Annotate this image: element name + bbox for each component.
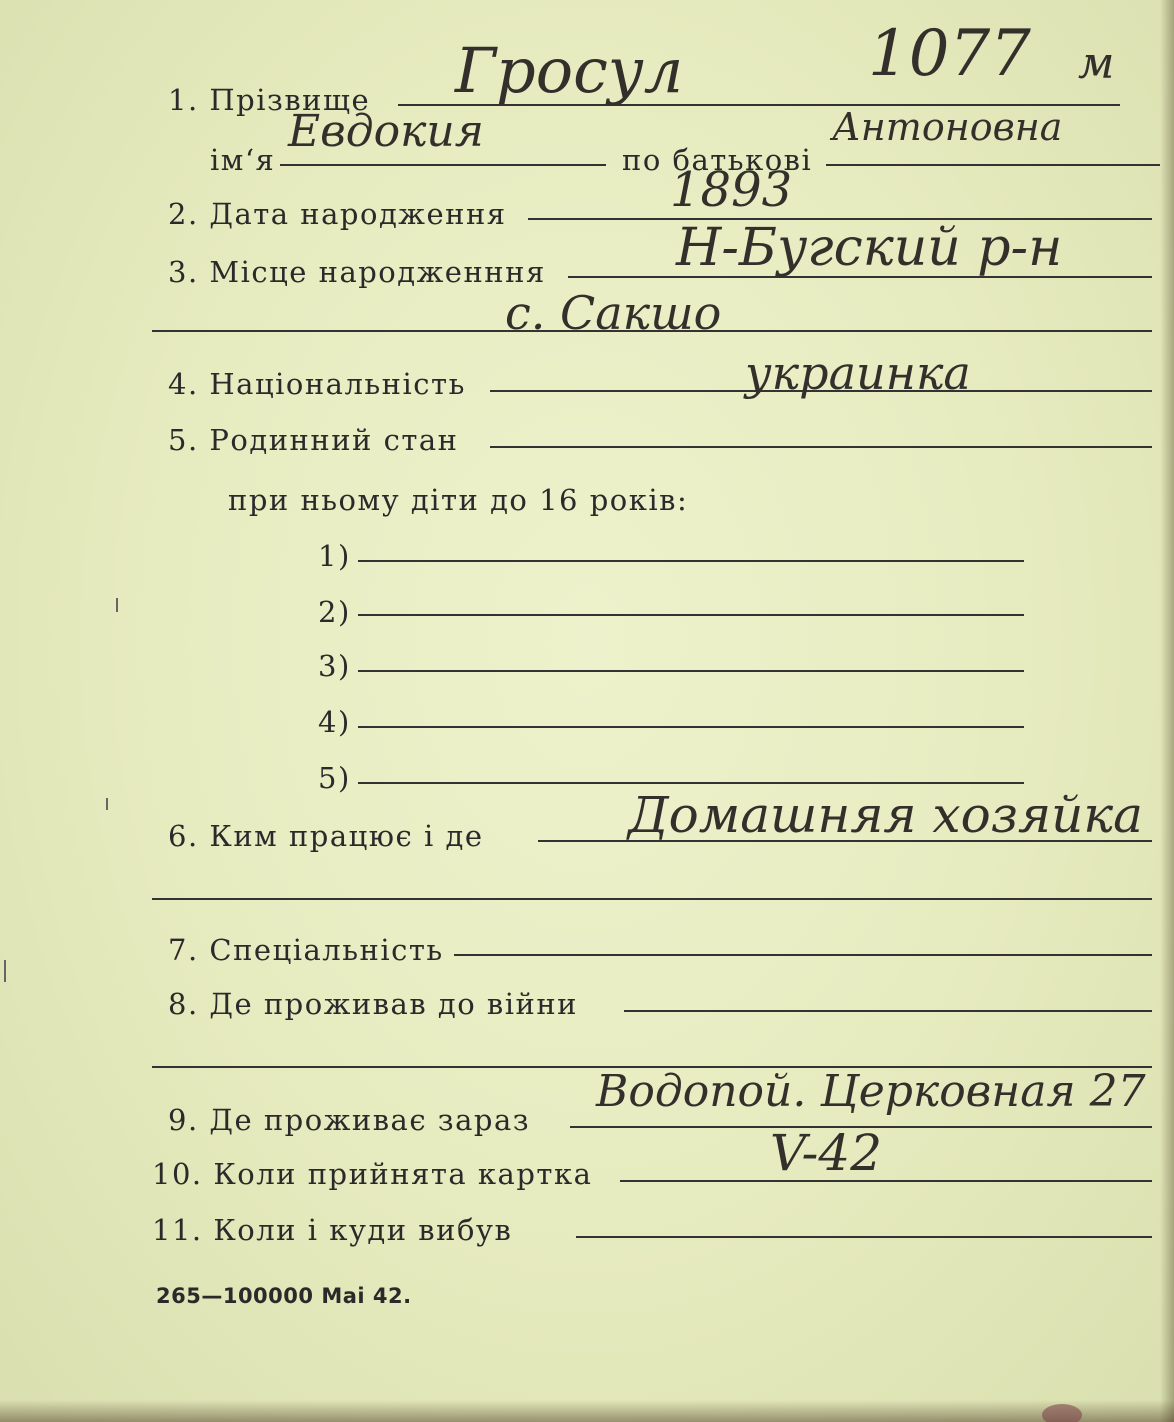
child-1-label: 1) <box>318 539 351 573</box>
name-line <box>280 164 606 166</box>
departed-line <box>576 1236 1152 1238</box>
ink-stain <box>1042 1404 1082 1422</box>
birth-date-label: 2. Дата народження <box>168 197 507 231</box>
card-number-handwritten: 1077 <box>868 17 1031 91</box>
name-handwritten: Евдокия <box>288 106 484 157</box>
specialty-line <box>454 954 1152 956</box>
child-2-label: 2) <box>318 595 351 629</box>
card-bottom-shadow <box>0 1400 1174 1422</box>
birth-year-handwritten: 1893 <box>670 162 793 218</box>
child-3-line <box>358 670 1024 672</box>
paper-mark <box>4 960 6 982</box>
prewar-residence-label: 8. Де проживав до війни <box>168 987 578 1021</box>
child-4-line <box>358 726 1024 728</box>
child-2-line <box>358 614 1024 616</box>
current-residence-handwritten: Водопой. Церковная 27 <box>596 1066 1146 1117</box>
patronymic-line <box>826 164 1160 166</box>
departed-label: 11. Коли і куди вибув <box>152 1213 513 1247</box>
paper-mark <box>116 598 118 612</box>
surname-handwritten: Гросул <box>455 34 684 107</box>
surname-label: 1. Прізвище <box>168 83 371 117</box>
child-5-line <box>358 782 1024 784</box>
card-suffix-handwritten: м <box>1078 38 1115 89</box>
card-date-label: 10. Коли прийнята картка <box>152 1157 593 1191</box>
birth-place-label: 3. Місце народженння <box>168 255 546 289</box>
birth-place-handwritten-1: Н-Бугский р-н <box>676 218 1063 278</box>
patronymic-label: по батькові <box>622 143 813 177</box>
children-label: при ньому діти до 16 років: <box>228 483 689 517</box>
child-5-label: 5) <box>318 761 351 795</box>
child-1-line <box>358 560 1024 562</box>
birth-place-handwritten-2: с. Сакшо <box>505 286 722 340</box>
prewar-residence-line <box>624 1010 1152 1012</box>
patronymic-handwritten: Антоновна <box>832 105 1063 149</box>
specialty-label: 7. Спеціальність <box>168 933 444 967</box>
name-label: ім‘я <box>210 143 276 177</box>
current-residence-label: 9. Де проживає зараз <box>168 1103 531 1137</box>
card-edge-shadow <box>1160 0 1174 1422</box>
marital-status-line <box>490 446 1152 448</box>
card-date-handwritten: V-42 <box>770 1124 883 1182</box>
work-line-2 <box>152 898 1152 900</box>
child-3-label: 3) <box>318 649 351 683</box>
work-handwritten: Домашняя хозяйка <box>628 786 1143 844</box>
marital-status-label: 5. Родинний стан <box>168 423 459 457</box>
nationality-handwritten: украинка <box>745 346 971 400</box>
work-label: 6. Ким працює і де <box>168 819 484 853</box>
nationality-label: 4. Національність <box>168 367 466 401</box>
card-date-line <box>620 1180 1152 1182</box>
paper-mark <box>106 798 108 810</box>
child-4-label: 4) <box>318 705 351 739</box>
print-code: 265—100000 Mai 42. <box>156 1284 412 1308</box>
